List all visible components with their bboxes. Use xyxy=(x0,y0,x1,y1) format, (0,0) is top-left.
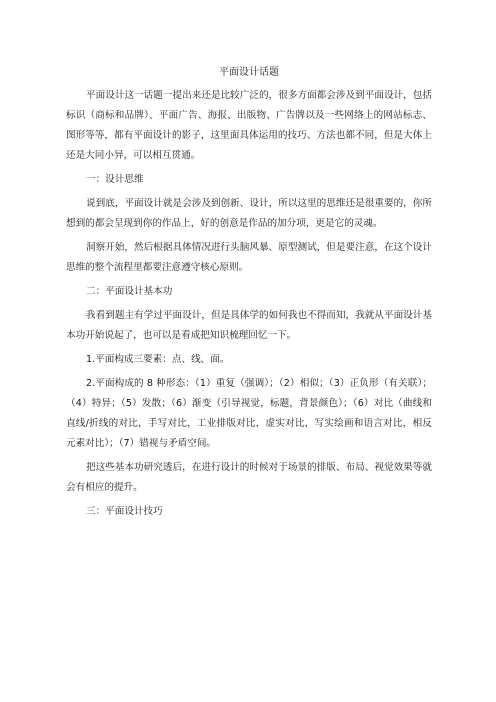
document-body xyxy=(66,66,432,526)
paragraph-basics-summary: 把这些基本功研究透后，在进行设计的时候对于场景的排版、布局、视觉效果等就会有相应的提升。 xyxy=(66,462,432,493)
paragraph-design-thinking-2: 洞察开始，然后根据具体情况进行头脑风暴、原型测试，但是要注意，在这个设计思维的整个流程里都要注意遵守核心原则。 xyxy=(66,242,432,273)
page-title: 平面设计话题 xyxy=(219,67,279,78)
paragraph-eight-forms: 2.平面构成的 8 种形态：（1）重复（强调）；（2）相似；（3）正负形（有关联）；（4）特异；（5）发散；（6）渐变（引导视觉，标题，背景颜色）；（6）对比（曲线和直线/折线的对比，手写对比，工业排版对比，虚实对比，写实绘画和语言对比，相反元素对比）；（7）错视与矛盾空间。 xyxy=(66,378,432,449)
paragraph-three-elements: 1.平面构成三要素：点、线、面。 xyxy=(86,354,230,365)
paragraph-basics-intro: 我看到题主有学过平面设计，但是具体学的如何我也不得而知，我就从平面设计基本功开始说起了，也可以是看成把知识梳理回忆一下。 xyxy=(66,310,432,341)
section-heading-basics: 二：平面设计基本功 xyxy=(86,286,173,297)
paragraph-design-thinking-1: 说到底，平面设计就是会涉及到创新、设计，所以这里的思维还是很重要的，你所想到的都会呈现到你的作品上，好的创意是作品的加分项，更是它的灵魂。 xyxy=(66,198,432,229)
section-heading-techniques: 三：平面设计技巧 xyxy=(86,506,163,517)
section-heading-design-thinking: 一：设计思维 xyxy=(86,174,144,185)
intro-paragraph: 平面设计这一话题一提出来还是比较广泛的，很多方面都会涉及到平面设计，包括标识（商标和品牌）、平面广告、海报、出版物、广告牌以及一些网络上的网站标志、图形等等，都有平面设计的影子，这里面具体运用的技巧、方法也都不同，但是大体上还是大同小异，可以相互贯通。 xyxy=(66,90,432,161)
